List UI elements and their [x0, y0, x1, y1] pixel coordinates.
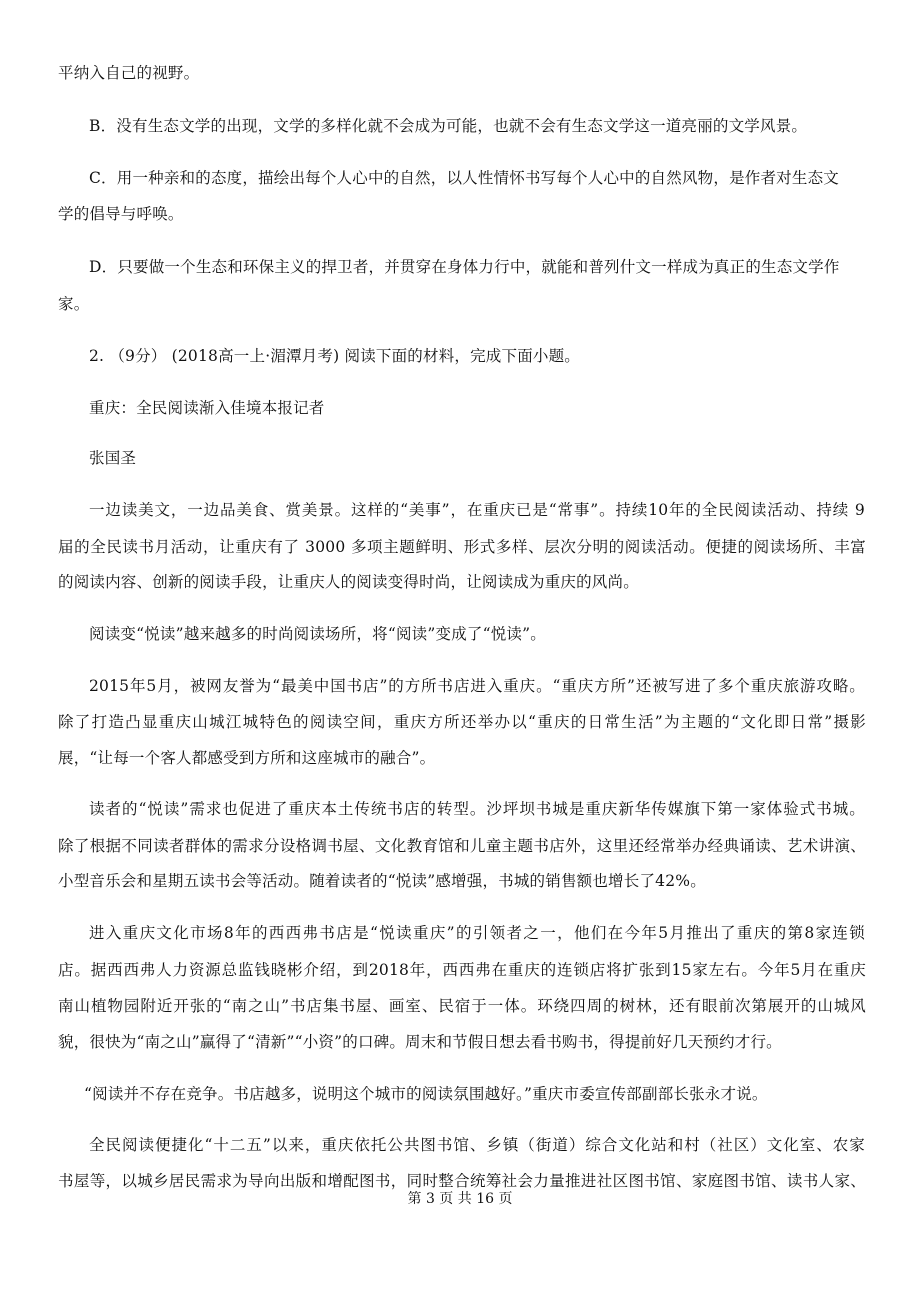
paragraph-6: “阅读并不存在竞争。书店越多，说明这个城市的阅读氛围越好。”重庆市委宣传部副部长张永才说。 [84, 1085, 768, 1103]
paragraph-3-line-2: 除了打造凸显重庆山城江城特色的阅读空间，重庆方所还举办以“重庆的日常生活”为主题的“文化即日常”摄影 [58, 713, 866, 731]
option-b: B．没有生态文学的出现，文学的多样化就不会成为可能，也就不会有生态文学这一道亮丽的文学风景。 [89, 117, 808, 135]
question-2-header: 2. （9分） (2018高一上·湄潭月考) 阅读下面的材料，完成下面小题。 [89, 347, 581, 365]
paragraph-4-line-3: 小型音乐会和星期五读书会等活动。随着读者的“悦读”感增强，书城的销售额也增长了42%。 [58, 872, 706, 890]
option-d-line-2: 家。 [58, 295, 90, 313]
paragraph-3-line-3: 展，“让每一个客人都感受到方所和这座城市的融合”。 [58, 749, 436, 767]
page-number-footer: 第 3 页 共 16 页 [407, 1191, 513, 1207]
paragraph-2: 阅读变“悦读”越来越多的时尚阅读场所，将“阅读”变成了“悦读”。 [89, 625, 546, 643]
paragraph-5-line-1: 进入重庆文化市场8年的西西弗书店是“悦读重庆”的引领者之一，他们在今年5月推出了重庆的第8家连锁 [89, 924, 865, 942]
paragraph-4-line-2: 除了根据不同读者群体的需求分设格调书屋、文化教育馆和儿童主题书店外，这里还经常举办经典诵读、艺术讲演、 [58, 837, 866, 855]
option-a-continuation: 平纳入自己的视野。 [58, 64, 200, 82]
article-author: 张国圣 [89, 449, 137, 467]
paragraph-7-line-1: 全民阅读便捷化“十二五”以来，重庆依托公共图书馆、乡镇（街道）综合文化站和村（社区）文化室、农家 [89, 1136, 865, 1154]
paragraph-4-line-1: 读者的“悦读”需求也促进了重庆本土传统书店的转型。沙坪坝书城是重庆新华传媒旗下第一家体验式书城。 [89, 800, 865, 818]
paragraph-5-line-3: 南山植物园附近开张的“南之山”书店集书屋、画室、民宿于一体。环绕四周的树林，还有眼前次第展开的山城风 [58, 997, 866, 1015]
paragraph-3-line-1: 2015年5月，被网友誉为“最美中国书店”的方所书店进入重庆。“重庆方所”还被写进了多个重庆旅游攻略。 [89, 677, 865, 695]
paragraph-1-line-1: 一边读美文，一边品美食、赏美景。这样的“美事”，在重庆已是“常事”。持续10年的全民阅读活动、持续 9 [89, 501, 865, 519]
paragraph-5-line-4: 貌，很快为“南之山”赢得了“清新”“小资”的口碑。周末和节假日想去看书购书，得提前好几天预约才行。 [58, 1033, 782, 1051]
option-c-line-2: 学的倡导与呼唤。 [58, 205, 184, 223]
paragraph-1-line-2: 届的全民读书月活动，让重庆有了 3000 多项主题鲜明、形式多样、层次分明的阅读活动。便捷的阅读场所、丰富 [58, 538, 866, 556]
option-c-line-1: C．用一种亲和的态度，描绘出每个人心中的自然，以人性情怀书写每个人心中的自然风物，是作者对生态文 [89, 169, 839, 187]
option-d-line-1: D．只要做一个生态和环保主义的捍卫者，并贯穿在身体力行中，就能和普列什文一样成为真正的生态文学作 [89, 258, 840, 276]
paragraph-7-line-2: 书屋等，以城乡居民需求为导向出版和增配图书，同时整合统筹社会力量推进社区图书馆、家庭图书馆、读书人家、 [58, 1172, 866, 1190]
paragraph-5-line-2: 店。据西西弗人力资源总监钱晓彬介绍，到2018年，西西弗在重庆的连锁店将扩张到15家左右。今年5月在重庆 [58, 961, 866, 979]
paragraph-1-line-3: 的阅读内容、创新的阅读手段，让重庆人的阅读变得时尚，让阅读成为重庆的风尚。 [58, 573, 639, 591]
article-title: 重庆：全民阅读渐入佳境本报记者 [89, 399, 325, 417]
